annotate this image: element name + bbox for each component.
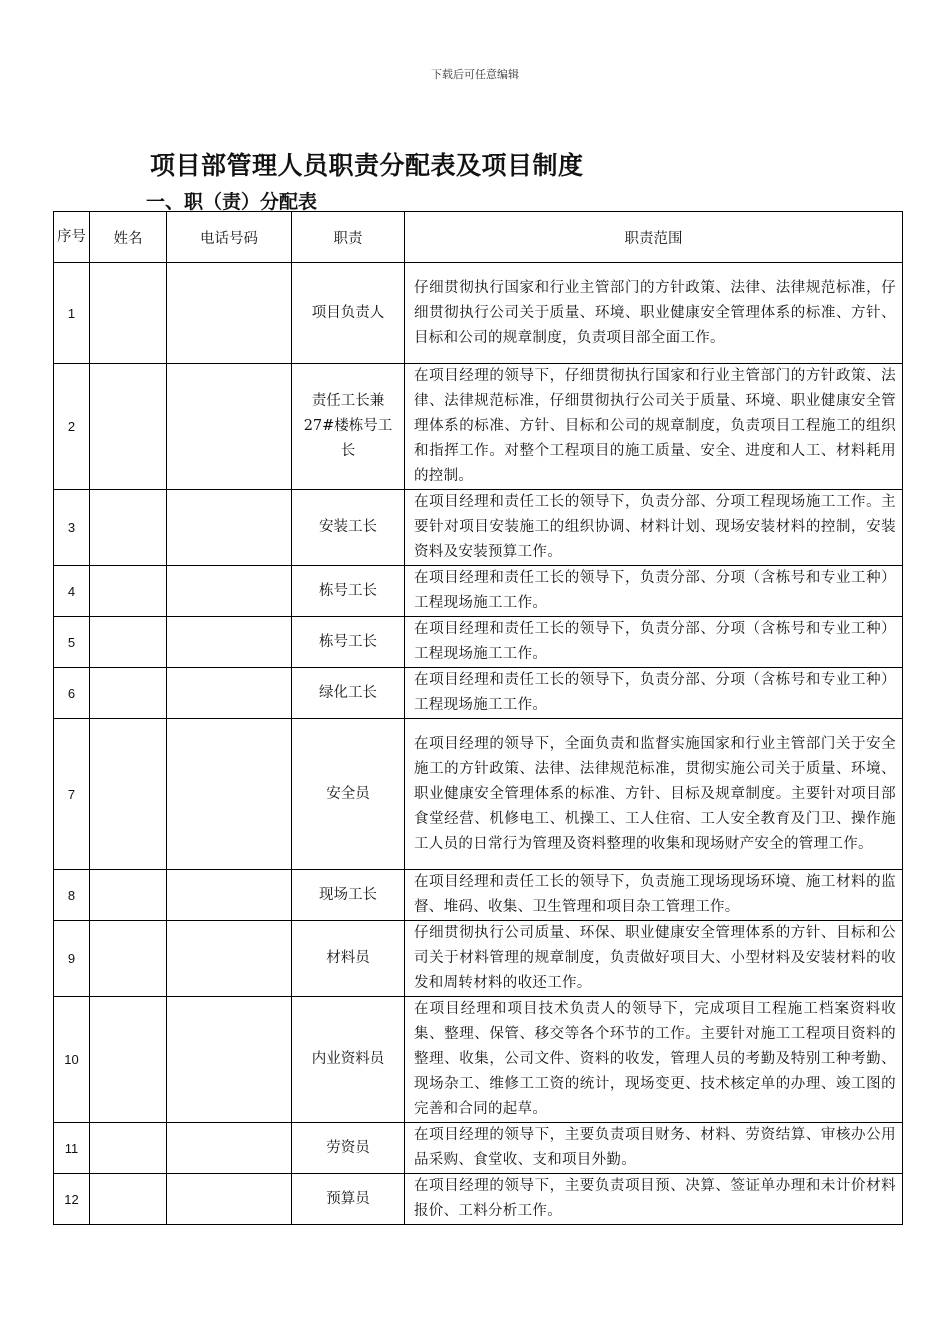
row-phone	[167, 617, 292, 668]
row-scope: 在项目经理的领导下，全面负责和监督实施国家和行业主管部门关于安全施工的方针政策、法律、法律规范标准，贯彻实施公司关于质量、环境、职业健康安全管理体系的标准、方针、目标及规章制度。主要针对项目部食堂经营、机修电工、机操工、工人住宿、工人安全教育及门卫、操作施工人员的日常行为管理及资料整理的收集和现场财产安全的管理工作。	[405, 719, 903, 870]
row-role: 绿化工长	[292, 668, 405, 719]
row-role: 预算员	[292, 1174, 405, 1225]
table-row	[54, 1174, 903, 1225]
table-row	[54, 921, 903, 997]
row-name	[90, 490, 167, 566]
row-phone	[167, 719, 292, 870]
row-role: 栋号工长	[292, 617, 405, 668]
row-name	[90, 870, 167, 921]
row-scope: 在项目经理和项目技术负责人的领导下，完成项目工程施工档案资料收集、整理、保管、移交等各个环节的工作。主要针对施工工程项目资料的整理、收集，公司文件、资料的收发，管理人员的考勤及特别工种考勤、现场杂工、维修工工资的统计，现场变更、技术核定单的办理、竣工图的完善和合同的起草。	[405, 997, 903, 1123]
row-name	[90, 1123, 167, 1174]
table-row	[54, 566, 903, 617]
row-role: 内业资料员	[292, 997, 405, 1123]
row-seq: 7	[54, 719, 90, 870]
header-note: 下载后可任意编辑	[431, 68, 519, 81]
table-row	[54, 364, 903, 490]
row-seq: 12	[54, 1174, 90, 1225]
row-role: 项目负责人	[292, 263, 405, 364]
row-phone	[167, 490, 292, 566]
row-seq: 8	[54, 870, 90, 921]
row-seq: 11	[54, 1123, 90, 1174]
row-name	[90, 668, 167, 719]
duty-allocation-table	[53, 211, 903, 1225]
row-seq: 3	[54, 490, 90, 566]
table-row	[54, 719, 903, 870]
row-role: 材料员	[292, 921, 405, 997]
header-seq: 序号	[54, 212, 90, 263]
table-row	[54, 263, 903, 364]
row-name	[90, 617, 167, 668]
table-row	[54, 617, 903, 668]
row-phone	[167, 1123, 292, 1174]
table-row	[54, 1123, 903, 1174]
header-scope: 职责范围	[405, 212, 903, 263]
row-phone	[167, 1174, 292, 1225]
row-phone	[167, 263, 292, 364]
row-name	[90, 997, 167, 1123]
row-role: 劳资员	[292, 1123, 405, 1174]
row-scope: 在项目经理的领导下，仔细贯彻执行国家和行业主管部门的方针政策、法律、法律规范标准，仔细贯彻执行公司关于质量、环境、职业健康安全管理体系的标准、方针、目标和公司的规章制度，负责项目工程施工的组织和指挥工作。对整个工程项目的施工质量、安全、进度和人工、材料耗用的控制。	[405, 364, 903, 490]
row-role: 现场工长	[292, 870, 405, 921]
header-name: 姓名	[90, 212, 167, 263]
row-seq: 5	[54, 617, 90, 668]
row-scope: 在项目经理和责任工长的领导下，负责分部、分项工程现场施工工作。主要针对项目安装施工的组织协调、材料计划、现场安装材料的控制，安装资料及安装预算工作。	[405, 490, 903, 566]
row-scope: 在项目经理和责任工长的领导下，负责分部、分项（含栋号和专业工种）工程现场施工工作。	[405, 617, 903, 668]
row-seq: 4	[54, 566, 90, 617]
row-role: 安全员	[292, 719, 405, 870]
row-role: 责任工长兼27#楼栋号工长	[292, 364, 405, 490]
document-title: 项目部管理人员职责分配表及项目制度	[150, 151, 584, 180]
row-seq: 6	[54, 668, 90, 719]
header-role: 职责	[292, 212, 405, 263]
row-name	[90, 566, 167, 617]
row-phone	[167, 997, 292, 1123]
header-phone: 电话号码	[167, 212, 292, 263]
row-role: 安装工长	[292, 490, 405, 566]
table-row	[54, 668, 903, 719]
row-seq: 10	[54, 997, 90, 1123]
row-seq: 1	[54, 263, 90, 364]
row-scope: 仔细贯彻执行国家和行业主管部门的方针政策、法律、法律规范标准，仔细贯彻执行公司关于质量、环境、职业健康安全管理体系的标准、方针、目标和公司的规章制度，负责项目部全面工作。	[405, 263, 903, 364]
row-scope: 在项目经理和责任工长的领导下，负责分部、分项（含栋号和专业工种）工程现场施工工作。	[405, 668, 903, 719]
row-name	[90, 719, 167, 870]
row-scope: 在项目经理的领导下，主要负责项目预、决算、签证单办理和未计价材料报价、工料分析工作。	[405, 1174, 903, 1225]
row-name	[90, 921, 167, 997]
row-scope: 在项目经理和责任工长的领导下，负责施工现场现场环境、施工材料的监督、堆码、收集、卫生管理和项目杂工管理工作。	[405, 870, 903, 921]
row-phone	[167, 870, 292, 921]
row-scope: 在项目经理的领导下，主要负责项目财务、材料、劳资结算、审核办公用品采购、食堂收、支和项目外勤。	[405, 1123, 903, 1174]
table-row	[54, 997, 903, 1123]
row-phone	[167, 566, 292, 617]
row-name	[90, 1174, 167, 1225]
table-header-row	[54, 212, 903, 263]
row-scope: 在项目经理和责任工长的领导下，负责分部、分项（含栋号和专业工种）工程现场施工工作。	[405, 566, 903, 617]
row-phone	[167, 668, 292, 719]
row-name	[90, 263, 167, 364]
row-seq: 2	[54, 364, 90, 490]
row-scope: 仔细贯彻执行公司质量、环保、职业健康安全管理体系的方针、目标和公司关于材料管理的规章制度，负责做好项目大、小型材料及安装材料的收发和周转材料的收还工作。	[405, 921, 903, 997]
row-phone	[167, 921, 292, 997]
table-row	[54, 490, 903, 566]
row-phone	[167, 364, 292, 490]
row-name	[90, 364, 167, 490]
row-seq: 9	[54, 921, 90, 997]
row-role: 栋号工长	[292, 566, 405, 617]
section-title: 一、职（责）分配表	[146, 191, 318, 213]
table-row	[54, 870, 903, 921]
